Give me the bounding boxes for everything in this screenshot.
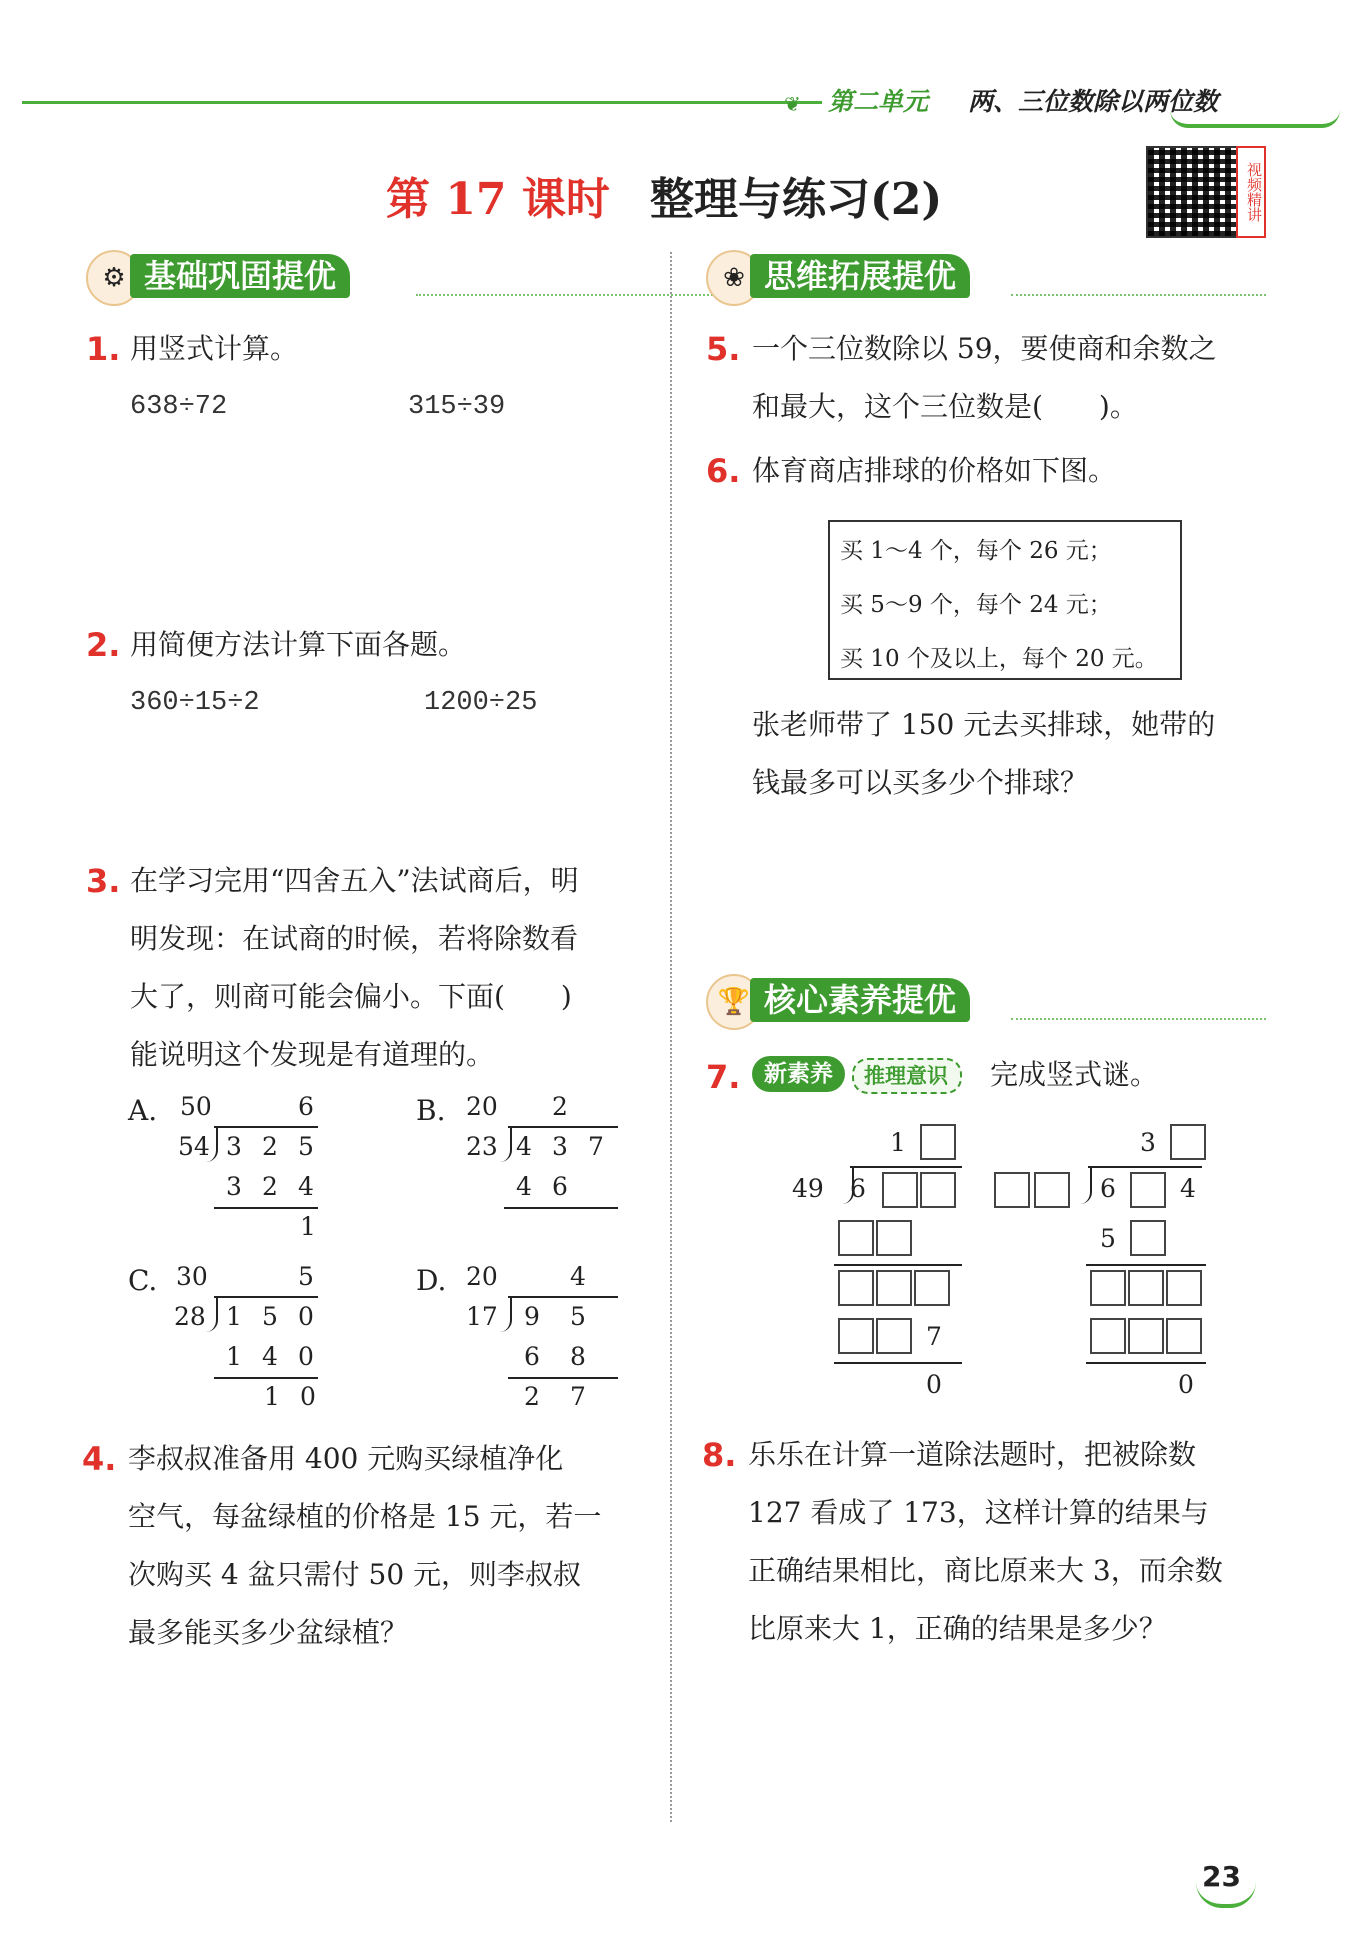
quotient-digit: 3	[1140, 1128, 1156, 1157]
blank-box[interactable]	[1034, 1172, 1070, 1208]
section-thinking	[706, 254, 1266, 298]
blank-box[interactable]	[1166, 1270, 1202, 1306]
section-core-title: 核心素养提优	[750, 978, 970, 1022]
blank-box[interactable]	[876, 1270, 912, 1306]
division-bar	[1088, 1166, 1202, 1168]
option-b[interactable]	[416, 1092, 626, 1242]
digit: 5	[262, 1302, 278, 1331]
digit: 7	[588, 1132, 604, 1161]
digit: 1	[226, 1302, 242, 1331]
digit: 7	[570, 1382, 586, 1411]
blank-box[interactable]	[876, 1318, 912, 1354]
division-puzzle-left	[790, 1120, 970, 1400]
calc-expression: 315÷39	[408, 392, 506, 422]
blank-box[interactable]	[1170, 1124, 1206, 1160]
calc-expression: 1200÷25	[424, 688, 538, 718]
unit-label: 第二单元	[828, 87, 929, 116]
digit: 5	[298, 1132, 314, 1161]
digit: 3	[226, 1172, 242, 1201]
question-text-line: 正确结果相比，商比原来大 3，而余数	[748, 1554, 1223, 1587]
dotted-rule	[1011, 294, 1266, 296]
digit: 1	[264, 1382, 280, 1411]
question-text-line: 李叔叔准备用 400 元购买绿植净化	[128, 1442, 564, 1475]
blank-box[interactable]	[838, 1270, 874, 1306]
digit: 0	[926, 1370, 942, 1399]
video-lecture-tag: 视频精讲	[1236, 146, 1266, 238]
quotient: 6	[298, 1092, 314, 1121]
question-text-line: 乐乐在计算一道除法题时，把被除数	[748, 1438, 1197, 1471]
blank-box[interactable]	[876, 1220, 912, 1256]
question-text-line: 钱最多可以买多少个排球？	[752, 766, 1089, 799]
blank-box[interactable]	[1130, 1172, 1166, 1208]
division-puzzle-right	[990, 1120, 1220, 1400]
question-text: 用简便方法计算下面各题。	[130, 628, 467, 661]
digit: 4	[516, 1172, 532, 1201]
question-text-line: 次购买 4 盆只需付 50 元，则李叔叔	[128, 1558, 582, 1591]
blank-box[interactable]	[914, 1270, 950, 1306]
estimate: 20	[466, 1092, 498, 1121]
question-text-line: 张老师带了 150 元去买排球，她带的	[752, 708, 1216, 741]
divisor: 49	[792, 1174, 824, 1203]
digit: 3	[226, 1132, 242, 1161]
division-bar	[508, 1126, 618, 1128]
lesson-title: 整理与练习(2)	[650, 174, 943, 225]
price-row: 买 5～9 个，每个 24 元；	[840, 592, 1112, 618]
quotient: 4	[570, 1262, 586, 1291]
option-label: D.	[416, 1264, 447, 1297]
digit: 1	[300, 1212, 316, 1241]
option-d[interactable]	[416, 1262, 626, 1422]
blank-box[interactable]	[882, 1172, 918, 1208]
estimate: 50	[180, 1092, 212, 1121]
question-text-line: 比原来大 1，正确的结果是多少？	[748, 1612, 1167, 1645]
digit: 6	[850, 1174, 866, 1203]
subtraction-bar	[504, 1207, 618, 1209]
question-text: 体育商店排球的价格如下图。	[752, 454, 1117, 487]
question-text-line: 明发现：在试商的时候，若将除数看	[130, 922, 579, 955]
subtraction-bar	[1086, 1362, 1206, 1364]
gear-sprout-icon: ⚙	[86, 250, 142, 306]
digit: 0	[298, 1342, 314, 1371]
digit: 5	[570, 1302, 586, 1331]
sprout-icon: ❀	[706, 250, 762, 306]
quotient-digit: 1	[890, 1128, 906, 1157]
price-row: 买 1～4 个，每个 26 元；	[840, 538, 1112, 564]
subtraction-bar	[1086, 1264, 1206, 1266]
qr-code-icon[interactable]	[1146, 146, 1238, 238]
question-number: 6.	[706, 452, 741, 490]
question-text-line: 在学习完用“四舍五入”法试商后，明	[130, 864, 579, 897]
page-number: 23	[1202, 1860, 1241, 1893]
estimate: 30	[176, 1262, 208, 1291]
question-text-line: 大了，则商可能会偏小。下面( )	[130, 980, 572, 1013]
section-core	[706, 978, 1266, 1022]
dotted-rule	[1011, 1018, 1266, 1020]
divisor: 23	[466, 1132, 498, 1161]
digit: 1	[226, 1342, 242, 1371]
digit: 0	[298, 1302, 314, 1331]
blank-box[interactable]	[1130, 1220, 1166, 1256]
section-basic	[86, 254, 646, 298]
question-text-line: 和最大，这个三位数是( )。	[752, 390, 1138, 423]
digit: 3	[552, 1132, 568, 1161]
option-c[interactable]	[128, 1262, 338, 1422]
question-text-line: 127 看成了 173，这样计算的结果与	[748, 1496, 1209, 1529]
blank-box[interactable]	[994, 1172, 1030, 1208]
blank-box[interactable]	[838, 1318, 874, 1354]
digit: 6	[524, 1342, 540, 1371]
divisor: 28	[174, 1302, 206, 1331]
digit: 4	[298, 1172, 314, 1201]
digit: 9	[524, 1302, 540, 1331]
column-divider	[670, 252, 672, 1822]
price-table	[828, 520, 1182, 680]
option-label: B.	[416, 1094, 446, 1127]
question-number: 4.	[82, 1440, 117, 1478]
estimate: 20	[466, 1262, 498, 1291]
question-number: 3.	[86, 862, 121, 900]
quotient: 5	[298, 1262, 314, 1291]
question-number: 1.	[86, 330, 121, 368]
digit: 7	[926, 1322, 942, 1351]
divisor: 17	[466, 1302, 498, 1331]
dotted-rule	[416, 294, 728, 296]
blank-box[interactable]	[1090, 1270, 1126, 1306]
divisor: 54	[178, 1132, 210, 1161]
digit: 4	[262, 1342, 278, 1371]
subtraction-bar	[834, 1264, 962, 1266]
subtraction-bar	[508, 1377, 618, 1379]
blank-box[interactable]	[920, 1124, 956, 1160]
question-text: 用竖式计算。	[130, 332, 299, 365]
digit: 5	[1100, 1224, 1116, 1253]
question-text-line: 空气，每盆绿植的价格是 15 元，若一	[128, 1500, 602, 1533]
reasoning-tag: 推理意识	[852, 1058, 962, 1094]
question-number: 2.	[86, 626, 121, 664]
digit: 4	[516, 1132, 532, 1161]
new-literacy-tag: 新素养	[752, 1056, 845, 1092]
division-bracket	[1076, 1166, 1092, 1204]
section-thinking-title: 思维拓展提优	[750, 254, 970, 298]
subtraction-bar	[834, 1362, 962, 1364]
option-label: A.	[128, 1094, 158, 1127]
page-swoosh	[1196, 1882, 1256, 1908]
question-text: 完成竖式谜。	[990, 1058, 1159, 1091]
question-number: 8.	[702, 1436, 737, 1474]
price-row: 买 10 个及以上，每个 20 元。	[840, 646, 1158, 672]
digit: 6	[552, 1172, 568, 1201]
division-bar	[850, 1166, 962, 1168]
blank-box[interactable]	[1128, 1318, 1164, 1354]
digit: 8	[570, 1342, 586, 1371]
blank-box[interactable]	[838, 1220, 874, 1256]
digit: 6	[1100, 1174, 1116, 1203]
digit: 0	[1178, 1370, 1194, 1399]
division-bracket	[496, 1296, 512, 1332]
leaf-icon: ❦	[784, 92, 801, 116]
calc-expression: 360÷15÷2	[130, 688, 260, 718]
subtraction-bar	[214, 1207, 318, 1209]
unit-title: 两、三位数除以两位数	[968, 87, 1219, 116]
digit: 4	[1180, 1174, 1196, 1203]
section-basic-title: 基础巩固提优	[130, 254, 350, 298]
question-number: 5.	[706, 330, 741, 368]
division-bracket	[496, 1126, 512, 1162]
blank-box[interactable]	[1090, 1318, 1126, 1354]
header-rule	[22, 101, 822, 104]
digit: 2	[262, 1132, 278, 1161]
subtraction-bar	[214, 1377, 318, 1379]
digit: 2	[524, 1382, 540, 1411]
blank-box[interactable]	[1128, 1270, 1164, 1306]
question-text-line: 能说明这个发现是有道理的。	[130, 1038, 495, 1071]
digit: 2	[262, 1172, 278, 1201]
division-bar	[508, 1296, 618, 1298]
question-text-line: 一个三位数除以 59，要使商和余数之	[752, 332, 1217, 365]
calc-expression: 638÷72	[130, 392, 228, 422]
trophy-icon: 🏆	[706, 974, 762, 1030]
blank-box[interactable]	[1166, 1318, 1202, 1354]
question-text-line: 最多能买多少盆绿植？	[128, 1616, 409, 1649]
digit: 0	[300, 1382, 316, 1411]
header-swoosh	[1170, 110, 1340, 128]
question-number: 7.	[706, 1058, 741, 1096]
lesson-number: 第 17 课时	[386, 174, 610, 225]
blank-box[interactable]	[920, 1172, 956, 1208]
division-bar	[214, 1126, 318, 1128]
option-a[interactable]	[128, 1092, 338, 1242]
option-label: C.	[128, 1264, 158, 1297]
quotient: 2	[552, 1092, 568, 1121]
division-bar	[214, 1296, 318, 1298]
